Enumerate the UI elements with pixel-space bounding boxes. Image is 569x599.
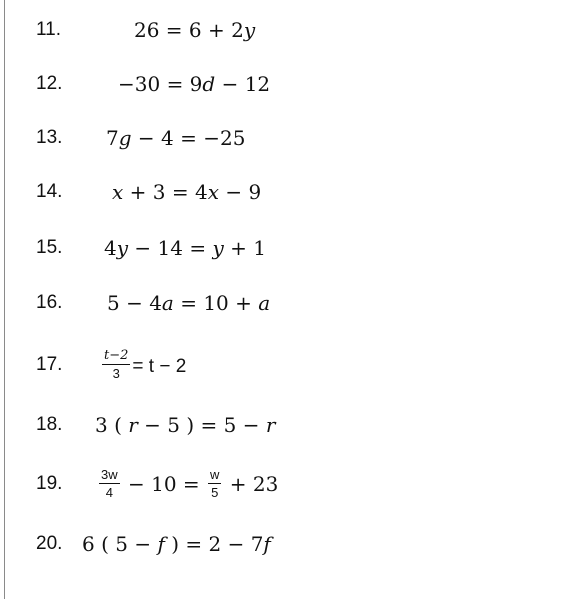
equation-text: − 12 — [215, 72, 271, 96]
equation — [107, 283, 270, 323]
variable: g — [118, 126, 132, 150]
variable: f — [263, 532, 271, 556]
variable: a — [258, 291, 271, 315]
equation — [118, 64, 270, 104]
problem-18 — [0, 405, 569, 445]
variable: y — [116, 236, 129, 260]
equation — [106, 118, 245, 158]
problem-number: 14. — [36, 181, 63, 202]
variable: d — [202, 72, 216, 96]
equation-text: 3 ( — [95, 413, 129, 437]
fraction-numerator: t−2 — [104, 348, 129, 363]
fraction-numerator: w — [210, 467, 220, 482]
equation-text: 26 = 6 + 2 — [134, 18, 244, 42]
problem-number: 11. — [36, 19, 62, 40]
problem-19 — [0, 464, 569, 504]
equation — [82, 524, 271, 564]
variable: a — [161, 291, 174, 315]
equation-text: + 23 — [223, 472, 279, 496]
equation-text: ) = 2 − 7 — [164, 532, 264, 556]
equation — [134, 10, 255, 50]
problem-number: 20. — [36, 533, 63, 554]
problem-12 — [0, 64, 569, 104]
fraction — [208, 468, 221, 499]
problem-16 — [0, 283, 569, 323]
equation-text: 6 ( 5 − — [82, 532, 158, 556]
problem-number: 15. — [36, 237, 63, 258]
equation-text: − 4 = −25 — [131, 126, 246, 150]
problem-number: 13. — [36, 127, 63, 148]
problem-15 — [0, 228, 569, 268]
problem-number: 17. — [36, 354, 63, 375]
variable: r — [128, 413, 138, 437]
variable: x — [112, 180, 124, 204]
equation-text: − 9 — [218, 180, 262, 204]
equation-text: = t − 2 — [132, 356, 187, 377]
equation-text: 5 − 4 — [107, 291, 162, 315]
problem-number: 19. — [36, 473, 63, 494]
equation — [104, 228, 266, 268]
equation-text: + 1 — [223, 236, 266, 260]
fraction — [99, 468, 120, 499]
equation-text: − 14 = — [128, 236, 213, 260]
equation — [95, 405, 275, 445]
problem-11 — [0, 10, 569, 50]
equation-text: −30 = 9 — [118, 72, 203, 96]
equation — [100, 345, 186, 387]
variable: x — [207, 180, 219, 204]
equation-text: − 5 ) = 5 − — [137, 413, 266, 437]
equation-text: + 3 = 4 — [123, 180, 208, 204]
equation-text: 4 — [104, 236, 117, 260]
variable: r — [265, 413, 276, 437]
problem-13 — [0, 118, 569, 158]
variable: y — [212, 236, 224, 260]
equation-text: − 10 = — [121, 472, 207, 496]
problem-number: 18. — [36, 414, 63, 435]
equation — [97, 464, 278, 504]
fraction-denominator: 4 — [105, 485, 113, 500]
problem-20 — [0, 524, 569, 564]
fraction-denominator: 5 — [211, 485, 219, 500]
equation-text: 7 — [106, 126, 119, 150]
problem-number: 16. — [36, 292, 63, 313]
problem-17 — [0, 345, 569, 385]
fraction — [102, 349, 130, 380]
variable: f — [157, 532, 165, 556]
equation-text: = 10 + — [173, 291, 259, 315]
fraction-numerator: 3w — [101, 467, 118, 482]
problem-number: 12. — [36, 73, 63, 94]
variable: y — [243, 18, 256, 42]
fraction-denominator: 3 — [112, 366, 120, 381]
problem-14 — [0, 172, 569, 212]
equation — [112, 172, 261, 212]
